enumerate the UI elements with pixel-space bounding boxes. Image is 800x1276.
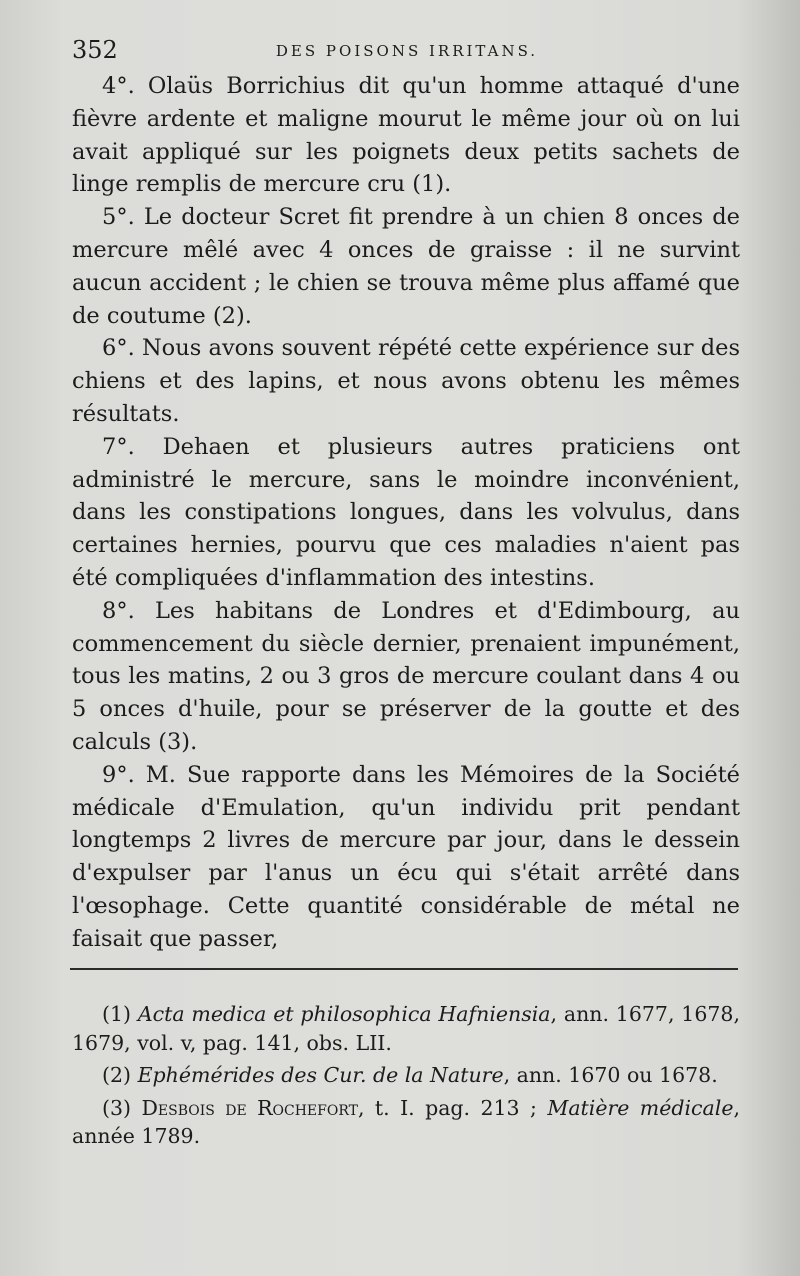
footnote-reference: , t. I. pag. 213 ;: [357, 1095, 548, 1120]
running-head: DES POISONS IRRITANS.: [275, 42, 539, 60]
body-text: [72, 70, 740, 956]
page-header: [72, 28, 742, 68]
paragraph-9: 9°. M. Sue rapporte dans les Mémoires de la Société médicale d'Emulation, qu'un individu prit pendant longtemps 2 livres de mercure par jour, dans le dessein d'expulser par l'anus un écu qui s'était arrêté dans l'œsophage. Cette quantité considérable de métal ne faisait que passer,: [72, 761, 740, 952]
footnote-marker: (3): [102, 1095, 132, 1120]
footnote-details: , année 1789.: [72, 1095, 740, 1148]
footnote-2: [72, 1061, 740, 1090]
footnote-divider: [70, 968, 738, 970]
footnotes: [72, 1000, 740, 1155]
footnote-title: Acta medica et philosophica Hafniensia: [137, 1002, 551, 1026]
paragraph-4: 4°. Olaüs Borrichius dit qu'un homme attaqué d'une fièvre ardente et maligne mourut le même jour où on lui avait appliqué sur les poignets deux petits sachets de linge remplis de mercure cru (1).: [72, 73, 740, 198]
footnote-marker: (1): [102, 1002, 132, 1026]
footnote-1: [72, 1000, 740, 1057]
paragraph-5: 5°. Le docteur Scret fit prendre à un chien 8 onces de mercure mêlé avec 4 onces de graisse : il ne survint aucun accident ; le chien se trouva même plus affamé que de coutume (2).: [72, 204, 740, 329]
footnote-3: [72, 1094, 740, 1151]
paragraph-7: 7°. Dehaen et plusieurs autres praticiens ont administré le mercure, sans le moindre inconvénient, dans les constipations longues, dans les volvulus, dans certaines hernies, pourvu que ces maladies n'aient pas été compliquées d'inflammation des intestins.: [72, 433, 740, 591]
paragraph-8: 8°. Les habitans de Londres et d'Edimbourg, au commencement du siècle dernier, prenaient impunément, tous les matins, 2 ou 3 gros de mercure coulant dans 4 ou 5 onces d'huile, pour se préserver de la goutte et des calculs (3).: [72, 597, 740, 755]
paragraph-6: 6°. Nous avons souvent répété cette expérience sur des chiens et des lapins, et nous avons obtenu les mêmes résultats.: [72, 335, 740, 427]
footnote-marker: (2): [102, 1063, 132, 1087]
page-number: 352: [72, 36, 118, 64]
footnote-details: , ann. 1677, 1678, 1679, vol. v, pag. 141, obs. LII.: [72, 1002, 740, 1055]
footnote-title: Ephémérides des Cur. de la Nature: [137, 1063, 504, 1087]
footnote-details: , ann. 1670 ou 1678.: [503, 1063, 718, 1087]
footnote-title: Matière médicale: [547, 1095, 734, 1120]
footnote-author: Desbois de Rochefort: [141, 1095, 358, 1120]
